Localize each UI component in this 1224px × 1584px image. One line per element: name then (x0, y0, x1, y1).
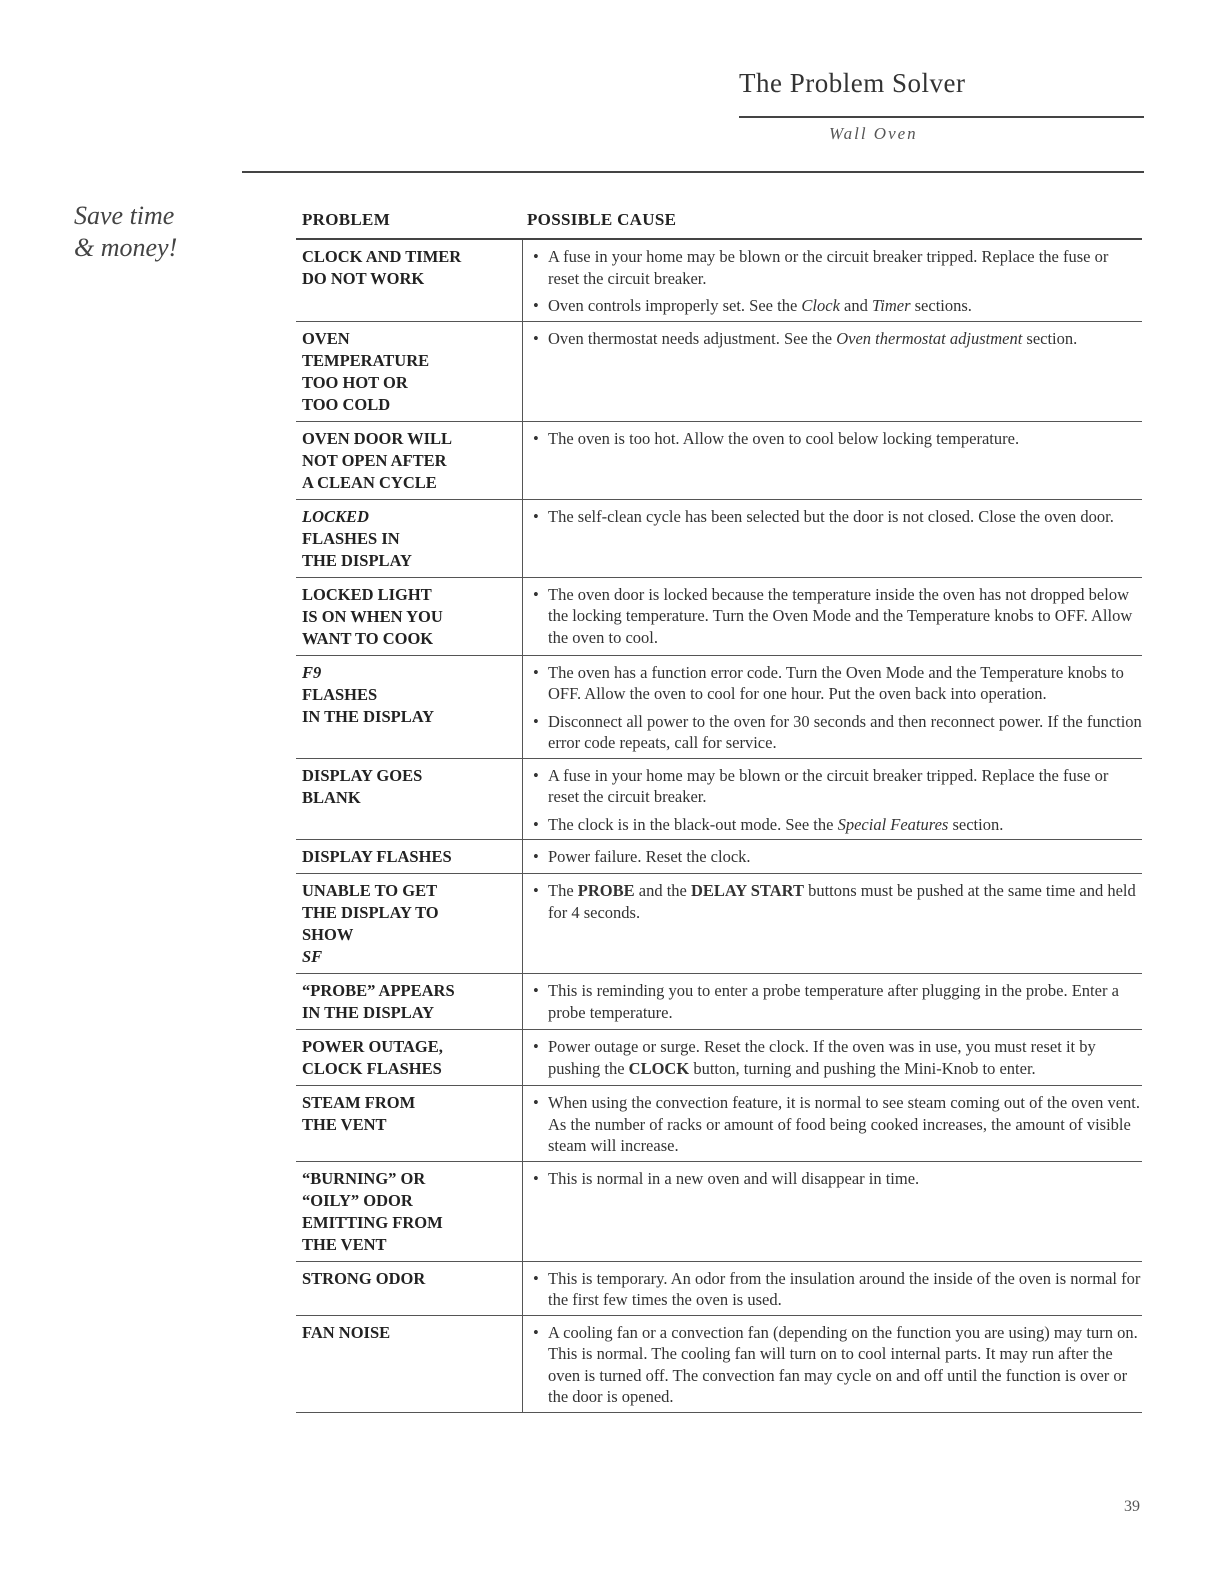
cause-item (531, 662, 1142, 705)
cause-column-header: POSSIBLE CAUSE (527, 210, 677, 229)
text-run: and (839, 296, 872, 315)
problem-line: LOCKED LIGHT (302, 584, 432, 604)
cause-cell (523, 840, 1143, 874)
cause-item (531, 1036, 1142, 1079)
header-divider (739, 116, 1144, 118)
problem-line: TEMPERATURE (302, 350, 430, 370)
problem-line: CLOCK FLASHES (302, 1059, 442, 1078)
text-run: Oven controls improperly set. See the (548, 296, 802, 315)
italic-text: LOCKED (302, 506, 369, 526)
problem-line: WANT TO COOK (302, 628, 434, 648)
italic-text: Special Features (837, 814, 949, 834)
text-run: button, turning and pushing the Mini-Knob to enter. (689, 1058, 1036, 1078)
text-run: A fuse in your home may be blown or the circuit breaker tripped. Replace the fuse or reset the circuit breaker. (548, 765, 1109, 806)
text-run: The oven has a function error code. Turn the Oven Mode and the Temperature knobs to OFF. Allow the oven to cool for one hour. Put the oven back into operation. (548, 662, 1124, 703)
cause-cell (523, 577, 1143, 655)
text-run: Disconnect all power to the oven for 30 seconds and then reconnect power. If the function error code repeats, call for service. (548, 711, 1142, 752)
bullet-icon: • (533, 847, 539, 866)
bullet-icon: • (533, 981, 539, 1000)
problem-line: DISPLAY FLASHES (302, 847, 452, 866)
problem-line (302, 662, 522, 706)
problem-cell (296, 1315, 523, 1412)
problem-line: THE VENT (302, 1115, 387, 1134)
bullet-icon: • (533, 711, 539, 731)
problem-line: EMITTING FROM (302, 1212, 443, 1232)
problem-cell (296, 499, 523, 577)
cause-item (531, 980, 1142, 1023)
problem-cell (296, 874, 523, 974)
text-run: The oven door is locked because the temperature inside the oven has not dropped below the locking temperature. Turn the Oven Mode and the Temperature knobs to OFF. Allow the oven to cool. (548, 584, 1133, 647)
page-section-subtitle: Wall Oven (829, 124, 918, 143)
cause-item (531, 1268, 1142, 1311)
problem-line: POWER OUTAGE, (302, 1037, 443, 1056)
problem-cell (296, 655, 523, 758)
cause-item (531, 880, 1142, 923)
sidebar-tagline-line1: Save time (74, 201, 175, 230)
bullet-icon: • (533, 1093, 539, 1112)
text-run: A fuse in your home may be blown or the circuit breaker tripped. Replace the fuse or reset the circuit breaker. (548, 247, 1109, 288)
table-row (296, 874, 1142, 974)
problem-line: IN THE DISPLAY (302, 1003, 435, 1022)
problem-table-body (296, 240, 1142, 1412)
sidebar-tagline (74, 200, 177, 264)
text-run: Power failure. Reset the clock. (548, 847, 751, 866)
text-run: The clock is in the black-out mode. See the (548, 814, 838, 834)
cause-cell (523, 321, 1143, 421)
page-section-title: The Problem Solver (739, 68, 966, 98)
problem-line: “BURNING” OR (302, 1168, 426, 1188)
sidebar-tagline-line2: & money! (74, 233, 178, 262)
text-run: This is reminding you to enter a probe temperature after plugging in the probe. Enter a probe temperature. (548, 981, 1119, 1022)
problem-cell (296, 321, 523, 421)
problem-line: OVEN DOOR WILL (302, 428, 453, 448)
page-number: 39 (1124, 1498, 1140, 1515)
table-row (296, 1261, 1142, 1315)
bullet-icon: • (533, 506, 539, 526)
problem-line: “PROBE” APPEARS (302, 981, 455, 1000)
bullet-icon: • (533, 296, 539, 315)
text-run: The self-clean cycle has been selected but the door is not closed. Close the oven door. (548, 506, 1114, 526)
bullet-icon: • (533, 662, 539, 682)
cause-cell (523, 1030, 1143, 1086)
italic-text: Timer (871, 296, 911, 315)
problem-cell (296, 240, 523, 321)
table-row (296, 758, 1142, 840)
table-row (296, 1030, 1142, 1086)
cause-item (531, 814, 1142, 836)
cause-item (531, 428, 1142, 450)
text-run: The oven is too hot. Allow the oven to cool below locking temperature. (548, 428, 1020, 448)
cause-cell (523, 1261, 1143, 1315)
italic-text: Clock (801, 296, 840, 315)
bullet-icon: • (533, 1037, 539, 1056)
cause-cell (523, 1086, 1143, 1162)
text-run: buttons must be pushed at the same time and held for 4 seconds. (548, 881, 1136, 922)
cause-item (531, 295, 1142, 317)
italic-text: Oven thermostat adjustment (836, 328, 1023, 348)
text-run: section. (948, 814, 1004, 834)
problem-line (302, 924, 522, 968)
bullet-icon: • (533, 584, 539, 604)
bullet-icon: • (533, 881, 539, 900)
problem-line: OVEN (302, 328, 350, 348)
text-run: FLASHES (302, 684, 378, 704)
cause-cell (523, 1315, 1143, 1412)
problem-cell (296, 974, 523, 1030)
problem-line: THE DISPLAY (302, 550, 412, 570)
problem-line: DO NOT WORK (302, 269, 425, 288)
text-run: sections. (910, 296, 972, 315)
cause-cell (523, 655, 1143, 758)
bold-text: PROBE (577, 881, 635, 900)
table-row (296, 421, 1142, 499)
cause-item (531, 584, 1142, 649)
cause-cell (523, 974, 1143, 1030)
problem-cell (296, 1161, 523, 1261)
cause-cell (523, 499, 1143, 577)
problem-line: STRONG ODOR (302, 1268, 426, 1288)
text-run: section. (1022, 328, 1078, 348)
text-run: A cooling fan or a convection fan (depending on the function you are using) may turn on. This is normal. The cooling fan will turn on to cool internal parts. It may run after the oven is turned off. The convection fan may cycle on and off until the function is over or the door is opened. (548, 1322, 1138, 1406)
text-run: Oven thermostat needs adjustment. See the (548, 328, 837, 348)
problem-line: UNABLE TO GET (302, 881, 438, 900)
problem-line: FLASHES IN (302, 528, 400, 548)
problem-line: CLOCK AND TIMER (302, 247, 462, 266)
table-row (296, 321, 1142, 421)
cause-item (531, 328, 1142, 350)
cause-item (531, 246, 1142, 289)
problem-line: “OILY” ODOR (302, 1190, 413, 1210)
text-run: The (548, 881, 578, 900)
cause-item (531, 506, 1142, 528)
text-run: This is temporary. An odor from the insulation around the inside of the oven is normal for the first few times the oven is used. (548, 1268, 1141, 1309)
problem-line: IS ON WHEN YOU (302, 606, 443, 626)
cause-item (531, 1322, 1142, 1408)
cause-item (531, 1092, 1142, 1157)
problem-line: IN THE DISPLAY (302, 706, 435, 726)
problem-solver-table (296, 240, 1142, 1413)
problem-line: THE VENT (302, 1234, 387, 1254)
cause-cell (523, 758, 1143, 840)
problem-line: A CLEAN CYCLE (302, 472, 437, 492)
problem-line (302, 506, 522, 528)
table-row (296, 840, 1142, 874)
bullet-icon: • (533, 1168, 539, 1188)
bullet-icon: • (533, 1322, 539, 1342)
problem-line: FAN NOISE (302, 1322, 391, 1342)
problem-cell (296, 421, 523, 499)
table-row (296, 655, 1142, 758)
problem-cell (296, 1261, 523, 1315)
problem-line: BLANK (302, 787, 361, 807)
cause-item (531, 1168, 1142, 1190)
problem-line: TOO COLD (302, 394, 391, 414)
bullet-icon: • (533, 428, 539, 448)
table-row (296, 499, 1142, 577)
table-row (296, 577, 1142, 655)
problem-line: STEAM FROM (302, 1093, 416, 1112)
problem-cell (296, 840, 523, 874)
cause-cell (523, 874, 1143, 974)
problem-line: THE DISPLAY TO (302, 903, 439, 922)
italic-text: F9 (302, 662, 322, 682)
bullet-icon: • (533, 814, 539, 834)
bullet-icon: • (533, 1268, 539, 1288)
cause-cell (523, 240, 1143, 321)
problem-cell (296, 577, 523, 655)
table-row (296, 240, 1142, 321)
problem-cell (296, 1030, 523, 1086)
problem-column-header: PROBLEM (302, 210, 391, 229)
bullet-icon: • (533, 247, 539, 266)
cause-item (531, 846, 1142, 868)
table-row (296, 974, 1142, 1030)
problem-line: TOO HOT OR (302, 372, 408, 392)
cause-item (531, 765, 1142, 808)
text-run: When using the convection feature, it is normal to see steam coming out of the oven vent. As the number of racks or amount of food being cooked increases, the amount of visible steam will increase. (548, 1093, 1141, 1155)
problem-line: DISPLAY GOES (302, 765, 423, 785)
page-divider (242, 171, 1144, 173)
cause-cell (523, 421, 1143, 499)
table-row (296, 1315, 1142, 1412)
problem-cell (296, 758, 523, 840)
problem-line: NOT OPEN AFTER (302, 450, 447, 470)
bullet-icon: • (533, 328, 539, 348)
text-run: Power outage or surge. Reset the clock. If the oven was in use, you must reset it by pushing the (548, 1037, 1096, 1078)
table-row (296, 1161, 1142, 1261)
table-row (296, 1086, 1142, 1162)
italic-text: SF (302, 947, 323, 966)
text-run: and the (634, 881, 691, 900)
bold-text: DELAY START (690, 881, 804, 900)
bold-text: CLOCK (628, 1058, 690, 1078)
problem-cell (296, 1086, 523, 1162)
text-run: This is normal in a new oven and will disappear in time. (548, 1168, 920, 1188)
text-run: SHOW (302, 925, 354, 944)
cause-item (531, 711, 1142, 754)
cause-cell (523, 1161, 1143, 1261)
bullet-icon: • (533, 765, 539, 785)
